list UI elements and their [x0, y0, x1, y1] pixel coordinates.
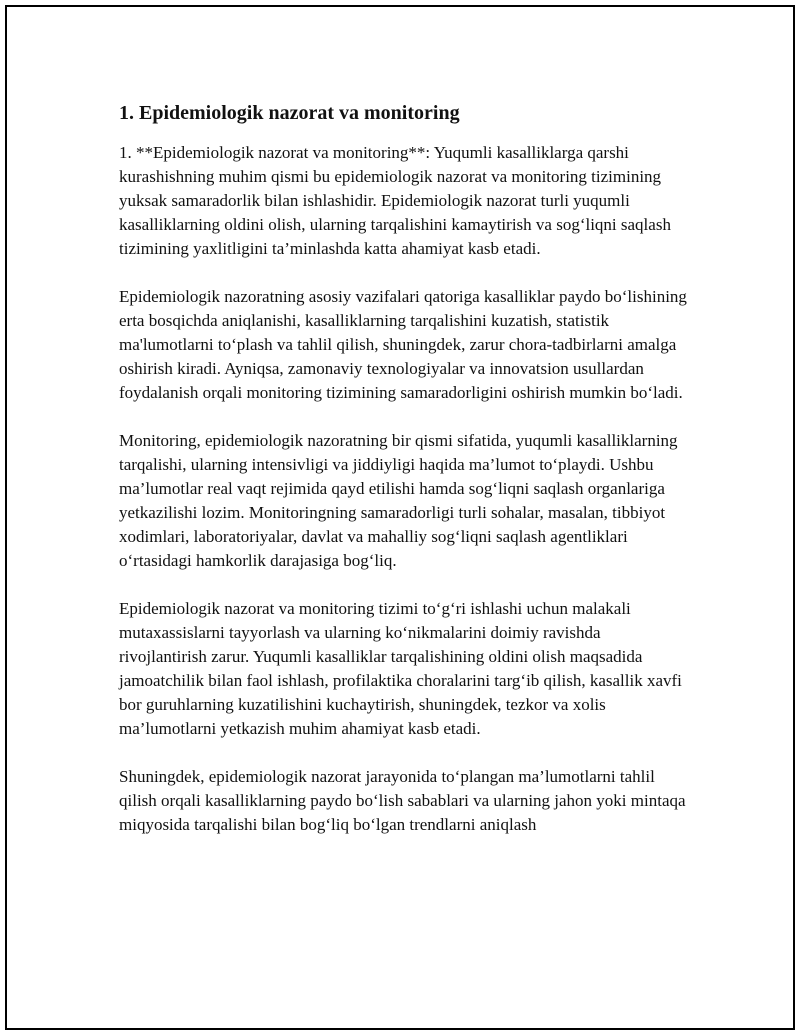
- document-body: [119, 99, 691, 837]
- paragraph-5: Shuningdek, epidemiologik nazorat jarayonida to‘plangan ma’lumotlarni tahlil qilish orqali kasalliklarning paydo bo‘lish sabablari va ularning jahon yoki mintaqa miqyosida tarqalishi bilan bog‘liq bo‘lgan trendlarni aniqlash: [119, 767, 686, 834]
- paragraph-4: Epidemiologik nazorat va monitoring tizimi to‘g‘ri ishlashi uchun malakali mutaxassislarni tayyorlash va ularning ko‘nikmalarini doimiy ravishda rivojlantirish zarur. Yuqumli kasalliklar tarqalishining oldini olish maqsadida jamoatchilik bilan faol ishlash, profilaktika choralarini targ‘ib qilish, kasallik xavfi bor guruhlarning kuzatilishini kuchaytirish, shuningdek, tezkor va xolis ma’lumotlarni yetkazish muhim ahamiyat kasb etadi.: [119, 599, 682, 738]
- paragraph-3: Monitoring, epidemiologik nazoratning bir qismi sifatida, yuqumli kasalliklarning tarqalishi, ularning intensivligi va jiddiyligi haqida ma’lumot to‘playdi. Ushbu ma’lumotlar real vaqt rejimida qayd etilishi hamda sog‘liqni saqlash organlariga yetkazilishi lozim. Monitoringning samaradorligi turli sohalar, masalan, tibbiyot xodimlari, laboratoriyalar, davlat va mahalliy sog‘liqni saqlash agentliklari o‘rtasidagi hamkorlik darajasiga bog‘liq.: [119, 431, 678, 570]
- page-frame: [5, 5, 795, 1030]
- section-heading: 1. Epidemiologik nazorat va monitoring: [119, 102, 460, 124]
- paragraph-1: 1. **Epidemiologik nazorat va monitoring**: Yuqumli kasalliklarga qarshi kurashishning muhim qismi bu epidemiologik nazorat va monitoring tizimining yuksak samaradorlik bilan ishlashidir. Epidemiologik nazorat turli yuqumli kasalliklarning oldini olish, ularning tarqalishini kamaytirish va sog‘liqni saqlash tizimining yaxlitligini ta’minlashda katta ahamiyat kasb etadi.: [119, 143, 671, 258]
- paragraph-2: Epidemiologik nazoratning asosiy vazifalari qatoriga kasalliklar paydo bo‘lishining erta bosqichda aniqlanishi, kasalliklarning tarqalishini kuzatish, statistik ma'lumotlarni to‘plash va tahlil qilish, shuningdek, zarur chora-tadbirlarni amalga oshirish kiradi. Ayniqsa, zamonaviy texnologiyalar va innovatsion usullardan foydalanish orqali monitoring tizimining samaradorligini oshirish mumkin bo‘ladi.: [119, 287, 687, 402]
